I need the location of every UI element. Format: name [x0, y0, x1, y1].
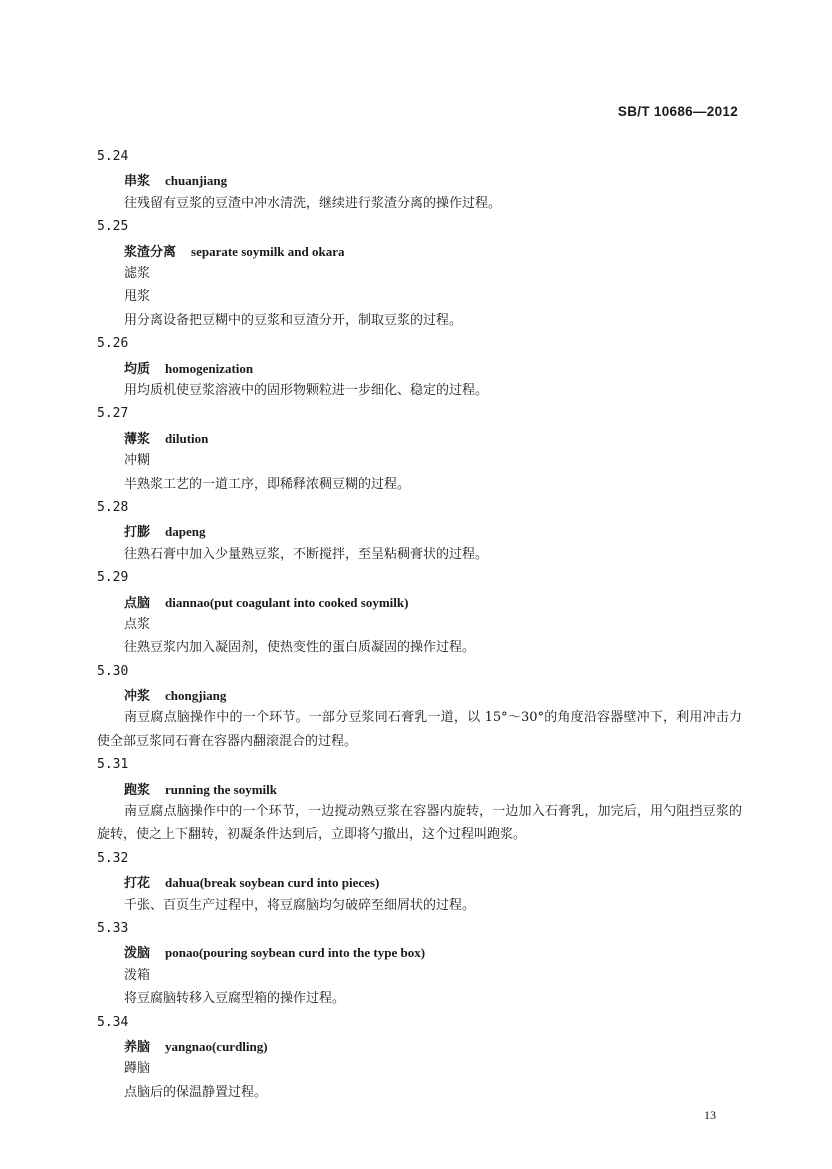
term-entry: [97, 402, 742, 496]
term-heading: [124, 168, 742, 191]
term-entry: [97, 215, 742, 332]
term-synonym: 泼箱: [124, 967, 151, 983]
term-heading: [124, 426, 742, 449]
term-definition: 南豆腐点脑操作中的一个环节。一部分豆浆同石膏乳一道，以 15°～30°的角度沿容器壁冲下，利用冲击力使全部豆浆同石膏在容器内翻滚混合的过程。: [97, 710, 742, 749]
entry-number: 5.26: [97, 336, 129, 352]
term-chinese: 薄浆: [124, 431, 151, 447]
term-definition: 往熟石膏中加入少量熟豆浆，不断搅拌，至呈粘稠膏状的过程。: [124, 546, 489, 562]
term-chinese: 跑浆: [124, 782, 151, 798]
term-heading: [124, 683, 742, 706]
term-heading: [124, 1034, 742, 1057]
term-definition: 半熟浆工艺的一道工序，即稀释浓稠豆糊的过程。: [124, 476, 411, 492]
entry-number: 5.33: [97, 921, 129, 937]
entry-number: 5.34: [97, 1014, 129, 1030]
term-english: dilution: [165, 430, 209, 446]
term-definition: 用分离设备把豆糊中的豆浆和豆渣分开，制取豆浆的过程。: [124, 312, 463, 328]
term-definition: 用均质机使豆浆溶液中的固形物颗粒进一步细化、稳定的过程。: [124, 382, 489, 398]
entry-number: 5.27: [97, 406, 129, 422]
term-english: chongjiang: [165, 688, 227, 704]
term-definition: 将豆腐脑转移入豆腐型箱的操作过程。: [124, 991, 346, 1007]
term-heading: [124, 519, 742, 542]
term-chinese: 均质: [124, 361, 151, 377]
term-definition: 点脑后的保温静置过程。: [124, 1084, 268, 1100]
term-entry: [97, 660, 742, 754]
term-chinese: 冲浆: [124, 689, 151, 705]
term-chinese: 打膨: [124, 525, 151, 541]
term-synonym: 滤浆: [124, 265, 151, 281]
term-chinese: 泼脑: [124, 946, 151, 962]
term-english: chuanjiang: [165, 173, 228, 189]
entry-number: 5.30: [97, 663, 129, 679]
terms-list: [97, 145, 742, 1104]
term-heading: [124, 356, 742, 379]
term-chinese: 串浆: [124, 174, 151, 190]
entry-number: 5.24: [97, 149, 129, 164]
term-synonym: 冲糊: [124, 453, 151, 469]
entry-number: 5.25: [97, 219, 129, 235]
term-heading: [124, 777, 742, 800]
term-english: diannao(put coagulant into cooked soymilk): [165, 594, 409, 610]
term-chinese: 点脑: [124, 595, 151, 611]
term-entry: [97, 145, 742, 215]
term-entry: [97, 332, 742, 402]
entry-number: 5.31: [97, 757, 129, 773]
term-english: ponao(pouring soybean curd into the type box): [165, 945, 426, 961]
term-synonym: 蹲脑: [124, 1061, 151, 1077]
page-number: 13: [704, 1108, 716, 1122]
term-heading: [124, 239, 742, 262]
term-definition: 千张、百页生产过程中，将豆腐脑均匀破碎至细屑状的过程。: [124, 897, 476, 913]
term-entry: [97, 566, 742, 660]
term-english: running the soymilk: [165, 781, 277, 797]
term-synonym: 甩浆: [124, 289, 151, 305]
term-heading: [124, 870, 742, 893]
term-definition: 往熟豆浆内加入凝固剂，使热变性的蛋白质凝固的操作过程。: [124, 640, 476, 656]
term-synonym: 点浆: [124, 616, 151, 632]
term-entry: [97, 753, 742, 847]
entry-number: 5.32: [97, 850, 129, 866]
term-english: homogenization: [165, 360, 254, 376]
term-definition: 往残留有豆浆的豆渣中冲水清洗，继续进行浆渣分离的操作过程。: [124, 195, 502, 211]
term-chinese: 浆渣分离: [124, 244, 177, 260]
term-entry: [97, 847, 742, 917]
term-english: dahua(break soybean curd into pieces): [165, 875, 380, 891]
term-english: yangnao(curdling): [165, 1039, 268, 1055]
term-heading: [124, 590, 742, 613]
term-entry: [97, 496, 742, 566]
term-chinese: 打花: [124, 876, 151, 892]
term-chinese: 养脑: [124, 1040, 151, 1056]
term-heading: [124, 940, 742, 963]
entry-number: 5.29: [97, 570, 129, 586]
term-entry: [97, 1011, 742, 1105]
term-entry: [97, 917, 742, 1011]
standard-code: SB/T 10686—2012: [617, 104, 738, 119]
term-definition: 南豆腐点脑操作中的一个环节，一边搅动熟豆浆在容器内旋转，一边加入石膏乳，加完后，用勺阻挡豆浆的旋转，使之上下翻转，初凝条件达到后，立即将勺撤出，这个过程叫跑浆。: [97, 804, 742, 843]
term-english: dapeng: [165, 524, 206, 540]
term-english: separate soymilk and okara: [191, 243, 345, 259]
entry-number: 5.28: [97, 499, 129, 515]
